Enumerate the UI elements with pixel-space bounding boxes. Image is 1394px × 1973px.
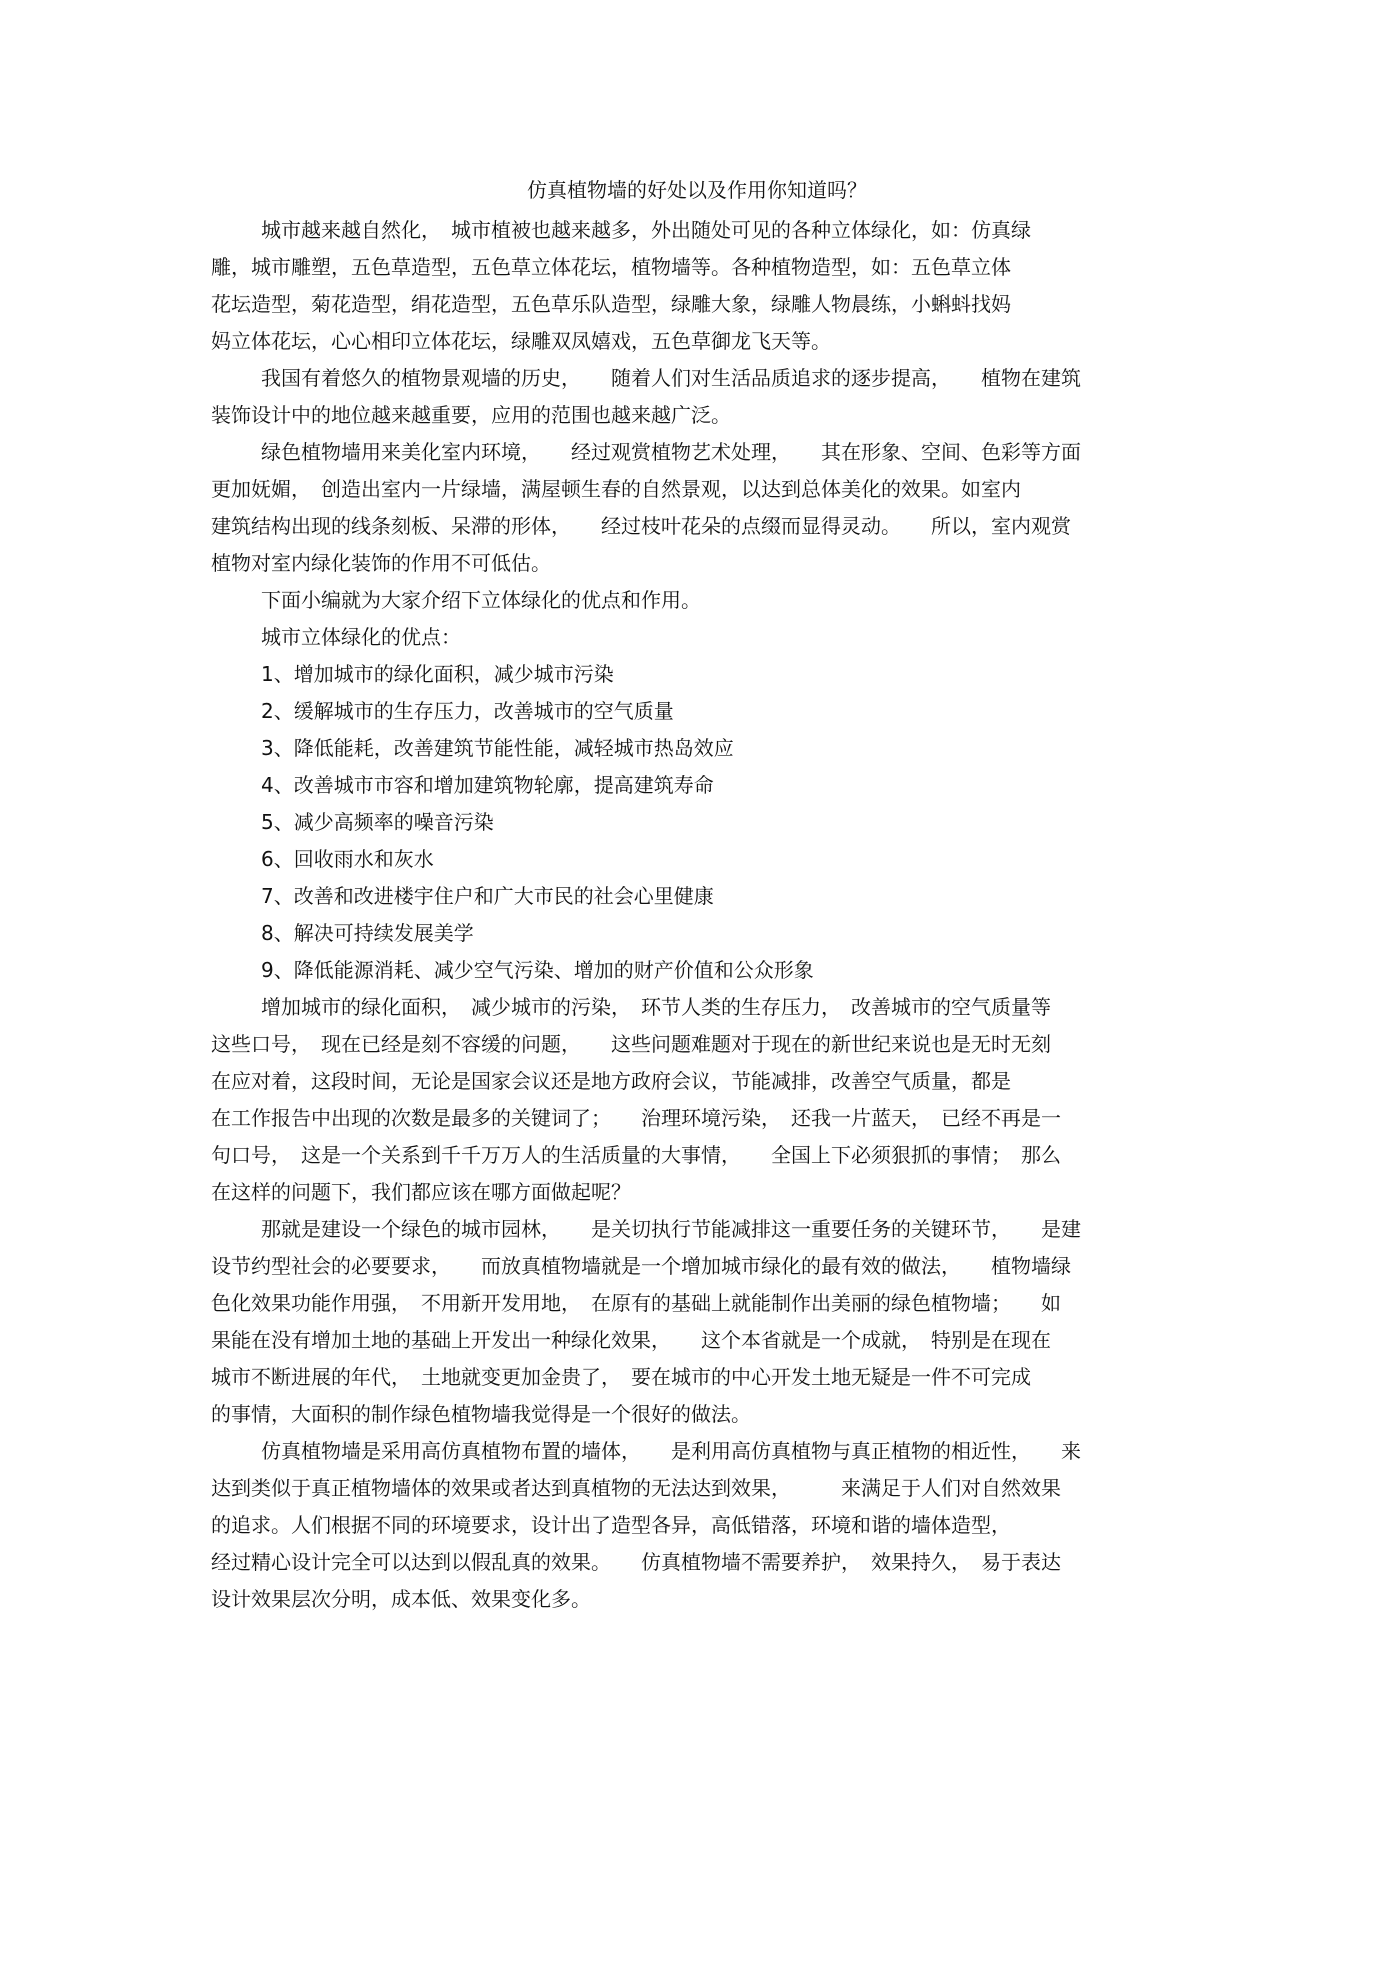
document-title: 仿真植物墙的好处以及作用你知道吗？ bbox=[527, 178, 867, 202]
text-line: 城市越来越自然化， 城市植被也越来越多，外出随处可见的各种立体绿化，如：仿真绿 bbox=[261, 218, 1031, 242]
text-line: 1、增加城市的绿化面积，减少城市污染 bbox=[261, 662, 614, 686]
text-line: 城市立体绿化的优点： bbox=[261, 625, 461, 649]
text-line: 在工作报告中出现的次数是最多的关键词了； 治理环境污染， 还我一片蓝天， 已经不再是一 bbox=[211, 1106, 1061, 1130]
text-line: 色化效果功能作用强， 不用新开发用地， 在原有的基础上就能制作出美丽的绿色植物墙； 如 bbox=[211, 1291, 1061, 1315]
text-line: 城市不断进展的年代， 土地就变更加金贵了， 要在城市的中心开发土地无疑是一件不可完成 bbox=[211, 1365, 1031, 1389]
text-line: 5、减少高频率的噪音污染 bbox=[261, 810, 494, 834]
text-line: 2、缓解城市的生存压力，改善城市的空气质量 bbox=[261, 699, 674, 723]
text-line: 3、降低能耗，改善建筑节能性能，减轻城市热岛效应 bbox=[261, 736, 734, 760]
text-line: 绿色植物墙用来美化室内环境， 经过观赏植物艺术处理， 其在形象、空间、色彩等方面 bbox=[261, 440, 1081, 464]
text-line: 雕，城市雕塑，五色草造型，五色草立体花坛，植物墙等。各种植物造型，如：五色草立体 bbox=[211, 255, 1011, 279]
text-line: 我国有着悠久的植物景观墙的历史， 随着人们对生活品质追求的逐步提高， 植物在建筑 bbox=[261, 366, 1081, 390]
text-line: 设节约型社会的必要要求， 而放真植物墙就是一个增加城市绿化的最有效的做法， 植物墙绿 bbox=[211, 1254, 1071, 1278]
text-line: 设计效果层次分明，成本低、效果变化多。 bbox=[211, 1587, 591, 1611]
text-line: 建筑结构出现的线条刻板、呆滞的形体， 经过枝叶花朵的点缀而显得灵动。 所以，室内观赏 bbox=[211, 514, 1071, 538]
text-line: 经过精心设计完全可以达到以假乱真的效果。 仿真植物墙不需要养护， 效果持久， 易于表达 bbox=[211, 1550, 1061, 1574]
text-line: 达到类似于真正植物墙体的效果或者达到真植物的无法达到效果， 来满足于人们对自然效果 bbox=[211, 1476, 1061, 1500]
text-line: 句口号， 这是一个关系到千千万万人的生活质量的大事情， 全国上下必须狠抓的事情； 那么 bbox=[211, 1143, 1061, 1167]
text-line: 更加妩媚， 创造出室内一片绿墙，满屋顿生春的自然景观，以达到总体美化的效果。如室内 bbox=[211, 477, 1021, 501]
text-line: 这些口号， 现在已经是刻不容缓的问题， 这些问题难题对于现在的新世纪来说也是无时无刻 bbox=[211, 1032, 1051, 1056]
document-body bbox=[211, 212, 1201, 1618]
text-line: 7、改善和改进楼宇住户和广大市民的社会心里健康 bbox=[261, 884, 714, 908]
text-line: 8、解决可持续发展美学 bbox=[261, 921, 474, 945]
text-line: 6、回收雨水和灰水 bbox=[261, 847, 434, 871]
text-line: 装饰设计中的地位越来越重要，应用的范围也越来越广泛。 bbox=[211, 403, 731, 427]
text-line: 的追求。人们根据不同的环境要求，设计出了造型各异，高低错落，环境和谐的墙体造型， bbox=[211, 1513, 1011, 1537]
text-line: 植物对室内绿化装饰的作用不可低估。 bbox=[211, 551, 551, 575]
text-line: 9、降低能源消耗、减少空气污染、增加的财产价值和公众形象 bbox=[261, 958, 814, 982]
text-line: 仿真植物墙是采用高仿真植物布置的墙体， 是利用高仿真植物与真正植物的相近性， 来 bbox=[261, 1439, 1081, 1463]
text-line: 的事情，大面积的制作绿色植物墙我觉得是一个很好的做法。 bbox=[211, 1402, 751, 1426]
text-line: 妈立体花坛，心心相印立体花坛，绿雕双凤嬉戏，五色草御龙飞天等。 bbox=[211, 329, 831, 353]
text-line: 那就是建设一个绿色的城市园林， 是关切执行节能减排这一重要任务的关键环节， 是建 bbox=[261, 1217, 1081, 1241]
text-line: 下面小编就为大家介绍下立体绿化的优点和作用。 bbox=[261, 588, 701, 612]
text-line: 在应对着，这段时间，无论是国家会议还是地方政府会议，节能减排，改善空气质量，都是 bbox=[211, 1069, 1011, 1093]
text-line: 4、改善城市市容和增加建筑物轮廓，提高建筑寿命 bbox=[261, 773, 714, 797]
text-line: 在这样的问题下，我们都应该在哪方面做起呢？ bbox=[211, 1180, 631, 1204]
text-line: 增加城市的绿化面积， 减少城市的污染， 环节人类的生存压力， 改善城市的空气质量等 bbox=[261, 995, 1051, 1019]
text-line: 果能在没有增加土地的基础上开发出一种绿化效果， 这个本省就是一个成就， 特别是在现在 bbox=[211, 1328, 1051, 1352]
text-line: 花坛造型，菊花造型，绢花造型，五色草乐队造型，绿雕大象，绿雕人物晨练，小蝌蚪找妈 bbox=[211, 292, 1011, 316]
